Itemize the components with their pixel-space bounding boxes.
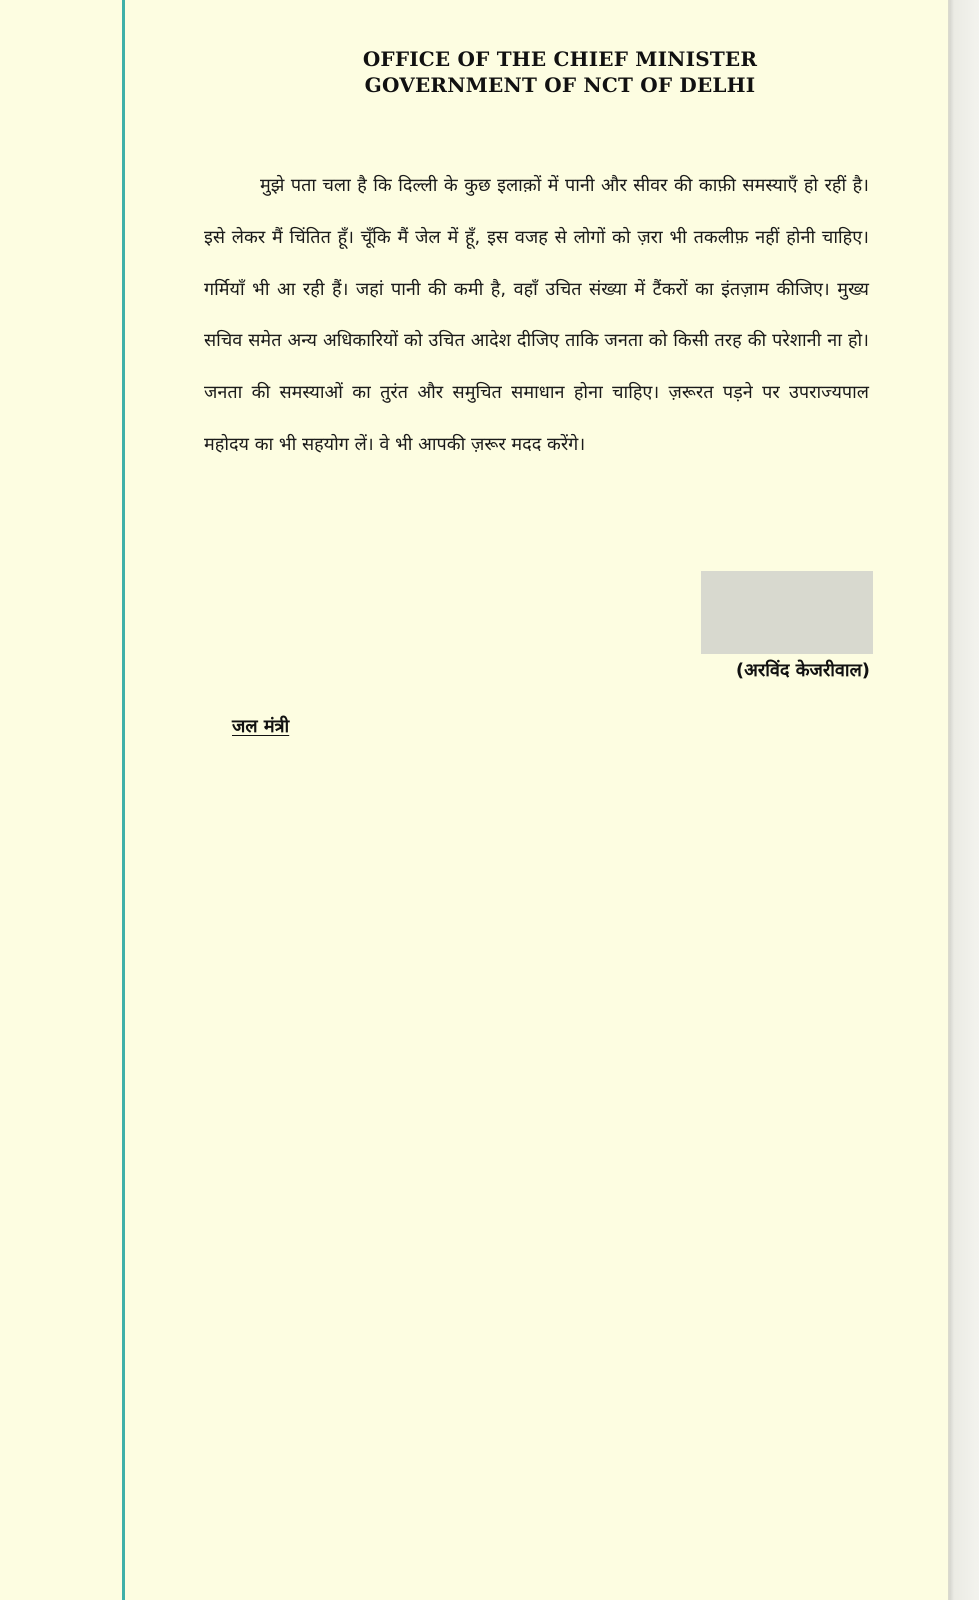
letterhead-office: OFFICE OF THE CHIEF MINISTER [362,47,758,71]
letterhead [250,46,870,98]
letterhead-government: GOVERNMENT OF NCT OF DELHI [364,73,756,97]
addressee: जल मंत्री [232,716,290,737]
signatory-name: (अरविंद केजरीवाल) [735,660,870,681]
margin-line [122,0,125,1600]
letter-paragraph: मुझे पता चला है कि दिल्ली के कुछ इलाक़ों में पानी और सीवर की काफ़ी समस्याएँ हो रहीं है। इसे लेकर मैं चिंतित हूँ। चूँकि मैं जेल में हूँ, इस वजह से लोगों को ज़रा भी तकलीफ़ नहीं होनी चाहिए। गर्मियाँ भी आ रही हैं। जहां पानी की कमी है, वहाँ उचित संख्या में टैंकरों का इंतज़ाम कीजिए। मुख्य सचिव समेत अन्य अधिकारियों को उचित आदेश दीजिए ताकि जनता को किसी तरह की परेशानी ना हो। जनता की समस्याओं का तुरंत और समुचित समाधान होना चाहिए। ज़रूरत पड़ने पर उपराज्यपाल महोदय का भी सहयोग लें। वे भी आपकी ज़रूर मदद करेंगे। [204,175,869,455]
letter-body [204,160,869,471]
page-edge [948,0,979,1600]
redacted-signature [701,571,873,654]
